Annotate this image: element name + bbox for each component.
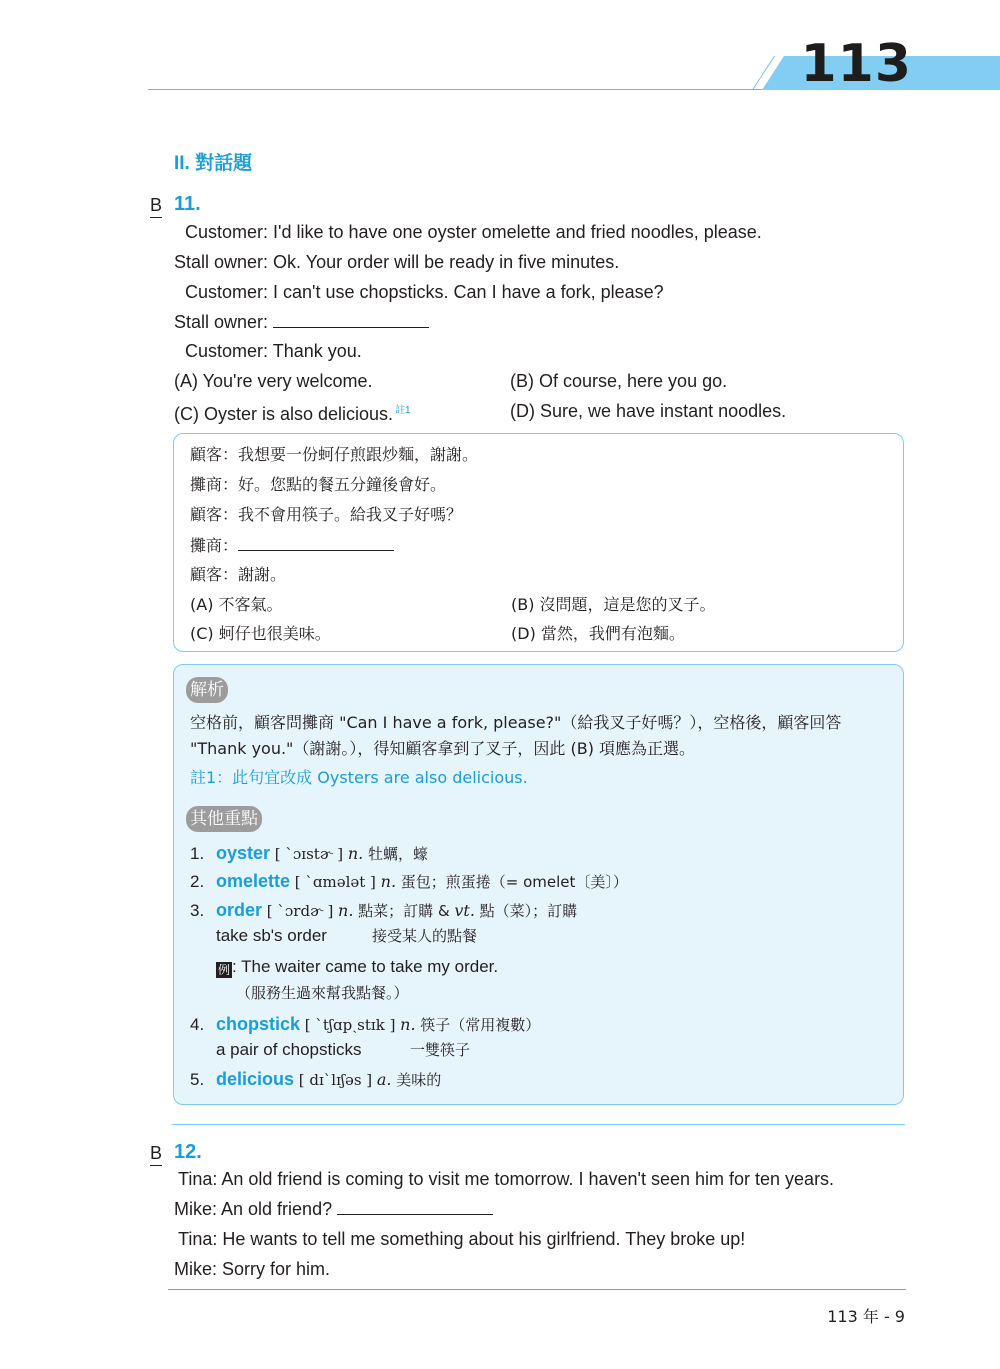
vocab-word: chopstick [216,1014,301,1034]
q11-line-4 [174,311,429,333]
q11-line-1: Customer: I'd like to have one oyster omelette and fried noodles, please. [185,222,762,242]
q11-option-a: (A) You're very welcome. [174,371,373,391]
phonetic: [ ˋɔrdɚ ] [266,902,334,920]
analysis-box [173,664,904,1105]
q11-option-d: (D) Sure, we have instant noodles. [510,401,787,421]
q11-line-5: Customer: Thank you. [185,341,362,361]
vocab-word: oyster [216,843,271,863]
phonetic: [ ˋtʃɑpˏstɪk ] [304,1016,396,1034]
translation-option-d: (D) 當然，我們有泡麵。 [511,624,685,643]
vocab-word: delicious [216,1069,295,1089]
translation-line-1: 顧客：我想要一份蚵仔煎跟炒麵，謝謝。 [190,445,479,464]
q12-line-4: Mike: Sorry for him. [174,1259,331,1279]
analysis-note: 註1：此句宜改成 Oysters are also delicious. [190,768,528,787]
q11-option-b: (B) Of course, here you go. [510,371,728,391]
chopstick-phrase: a pair of chopsticks [216,1040,362,1059]
key-point-5 [190,1068,441,1091]
analysis-line-2: "Thank you."（謝謝。），得知顧客拿到了叉子，因此 (B) 項應為正選。 [190,739,696,758]
key-point-3 [190,899,577,922]
translation-line-3: 顧客：我不會用筷子。給我叉子好嗎？ [190,505,463,524]
vocab-word: omelette [216,871,291,891]
meaning: 點菜；訂購 & [358,902,450,920]
q12-line-2 [174,1198,493,1220]
order-phrase: take sb's order [216,926,327,945]
key-point-number: 4. [190,1015,205,1034]
meaning: 美味的 [396,1071,442,1089]
q12-line-3: Tina: He wants to tell me something about his girlfriend. They broke up! [178,1229,746,1249]
translation-line-4 [190,534,394,557]
part-of-speech: a. [376,1070,392,1089]
q11-option-c [174,400,411,425]
question-divider [172,1124,905,1125]
translation-option-c: (C) 蚵仔也很美味。 [190,624,331,643]
q11-option-c-text: (C) Oyster is also delicious. [174,404,394,424]
key-point-number: 2. [190,872,205,891]
order-phrase-zh: 接受某人的點餐 [372,927,478,945]
example-sentence [216,956,498,978]
answer-blank [273,311,429,328]
q11-number: 11. [174,193,201,215]
translation-line-2: 攤商：好。您點的餐五分鐘後會好。 [190,475,447,494]
phonetic: [ dɪˋlɪʃəs ] [298,1071,373,1089]
vocab-word: order [216,900,263,920]
part-of-speech: n. [400,1015,416,1034]
part-of-speech-2: vt. [454,901,475,920]
meaning: 蛋包；煎蛋捲（= omelet〔美〕） [400,873,628,891]
q12-answer: B [150,1143,163,1163]
key-points-tag: 其他重點 [186,806,262,832]
part-of-speech: n. [347,844,364,863]
answer-blank [337,1198,493,1215]
key-point-1 [190,842,428,865]
part-of-speech: n. [380,872,397,891]
part-of-speech: n. [338,901,354,920]
example-zh: （服務生過來幫我點餐。） [236,984,409,1002]
phonetic: [ ˋɔɪstɚ ] [274,845,344,863]
year-label: 113 [800,34,912,94]
translation-option-a: (A) 不客氣。 [190,595,283,614]
example-en: : The waiter came to take my order. [232,957,499,976]
key-point-2 [190,870,628,893]
example-icon: 例 [217,963,230,977]
key-point-number: 3. [190,901,205,920]
meaning: 牡蠣，蠔 [367,845,428,863]
footer-rule [168,1289,906,1290]
translation-line-5: 顧客：謝謝。 [190,565,287,584]
key-point-4 [190,1013,540,1036]
q11-line-3: Customer: I can't use chopsticks. Can I have a fork, please? [185,282,664,302]
q11-speaker: Stall owner: [174,312,269,332]
key-point-number: 1. [190,844,205,863]
analysis-line-1: 空格前，顧客問攤商 "Can I have a fork, please?"（給我叉子好嗎？），空格後，顧客回答 [190,713,842,732]
translation-box [173,433,904,652]
page-number: 113 年 - 9 [827,1307,905,1326]
chopstick-phrase-zh: 一雙筷子 [410,1041,471,1059]
meaning-2: 點（菜）；訂購 [479,902,578,920]
q11-answer: B [150,195,163,215]
translation-speaker: 攤商： [190,536,239,555]
q12-line-1: Tina: An old friend is coming to visit me tomorrow. I haven't seen him for ten years. [178,1169,835,1189]
translation-blank [238,534,394,551]
q12-line-2-text: Mike: An old friend? [174,1199,333,1219]
q11-line-2: Stall owner: Ok. Your order will be ready in five minutes. [174,252,620,272]
analysis-tag: 解析 [186,677,228,703]
translation-option-b: (B) 沒問題，這是您的叉子。 [511,595,716,614]
q12-number: 12. [174,1141,202,1163]
section-title: II. 對話題 [174,153,253,174]
key-point-number: 5. [190,1070,205,1089]
note-marker: 註1 [395,405,411,416]
phonetic: [ ˋɑmələt ] [294,873,376,891]
meaning: 筷子（常用複數） [420,1016,541,1034]
